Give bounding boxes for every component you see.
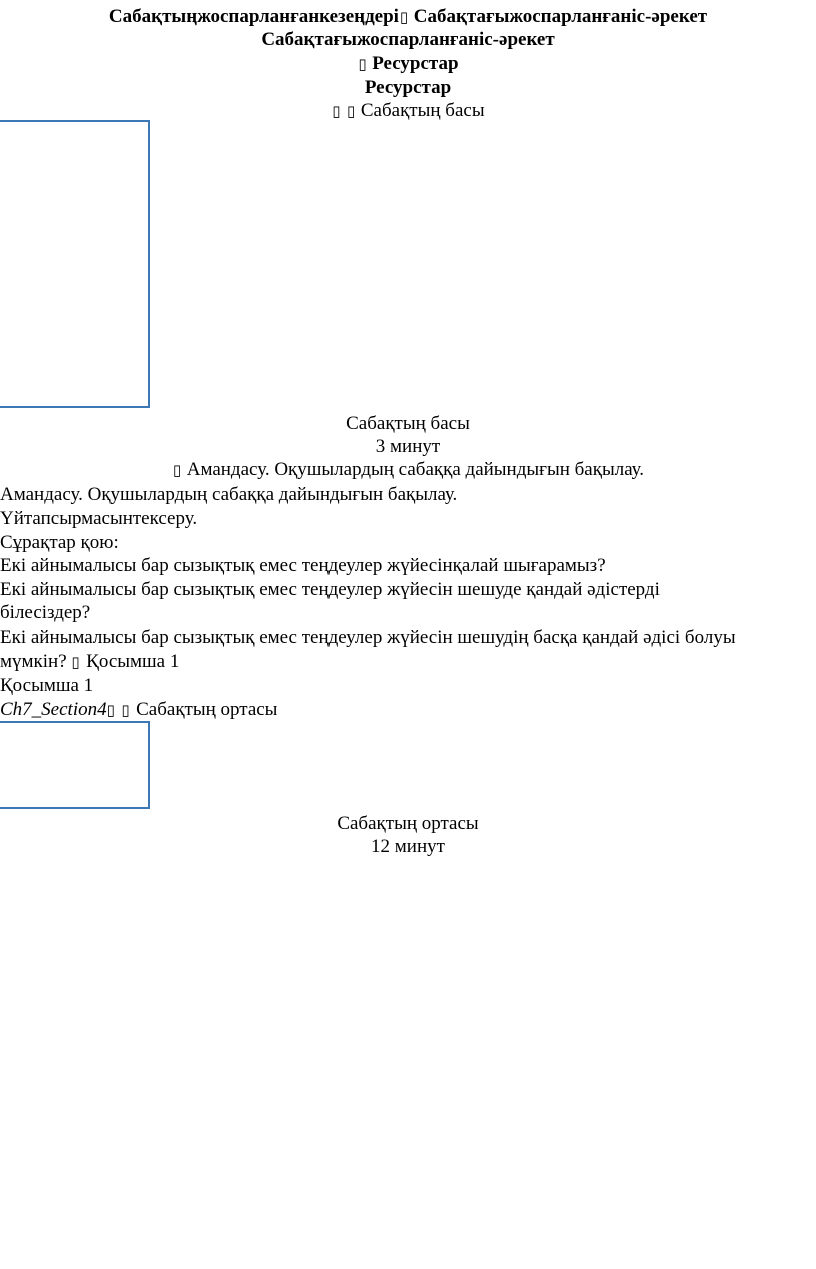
greet-text: Амандасу. Оқушылардың сабаққа дайындығын бақылау. xyxy=(186,459,645,480)
question-2-line-a: Екі айнымалысы бар сызықтық емес теңдеулер жүйесін шешуде қандай әдістерді xyxy=(0,579,660,600)
header-line-1 xyxy=(0,5,816,30)
lesson-middle-inline: Сабақтың ортасы xyxy=(136,699,278,720)
missing-glyph-icon: ▯ xyxy=(106,701,115,719)
missing-glyph-icon: ▯ xyxy=(172,461,182,479)
question-3-line-a: Екі айнымалысы бар сызықтық емес теңдеулер жүйесін шешудің басқа қандай әдісі болуы xyxy=(0,627,736,648)
header-line-3 xyxy=(0,52,816,77)
resources-label: Ресурстар xyxy=(372,53,459,74)
lesson-start-label: Сабақтың басы xyxy=(360,100,485,121)
question-2-line-b: білесіздер? xyxy=(0,602,91,623)
question-3-end: мүмкін? xyxy=(0,651,67,672)
header-line-4: Ресурстар xyxy=(364,77,452,98)
missing-glyph-icon: ▯ xyxy=(346,102,356,120)
appendix-inline: Қосымша 1 xyxy=(86,651,180,672)
stage2-duration: 12 минут xyxy=(371,836,445,857)
stage1-title: Сабақтың басы xyxy=(346,413,470,434)
questions-label: Сұрақтар қою: xyxy=(0,532,119,553)
homework-line: Үйтапсырмасынтексеру. xyxy=(0,508,198,529)
greet-line: Амандасу. Оқушылардың сабаққа дайындығын бақылау. xyxy=(0,484,458,505)
question-3-line-b xyxy=(0,650,179,675)
header-line-2: Сабақтағыжоспарланғаніс-әрекет xyxy=(261,29,555,50)
missing-glyph-icon: ▯ xyxy=(121,701,130,719)
question-1: Екі айнымалысы бар сызықтық емес теңдеулер жүйесінқалай шығарамыз? xyxy=(0,555,606,576)
greet-line-glyph xyxy=(0,458,816,483)
stage2-title: Сабақтың ортасы xyxy=(337,813,479,834)
missing-glyph-icon: ▯ xyxy=(358,55,367,73)
stage1-duration: 3 минут xyxy=(375,436,441,457)
section-ref: Ch7_Section4 xyxy=(0,699,107,720)
missing-glyph-icon: ▯ xyxy=(71,653,80,671)
appendix-line: Қосымша 1 xyxy=(0,675,94,696)
header-stages-label: Сабақтыңжоспарланғанкезеңдері xyxy=(108,6,399,27)
section-line xyxy=(0,698,277,723)
stage-box-middle xyxy=(0,721,150,809)
header-activity-label: Сабақтағыжоспарланғаніс-әрекет xyxy=(413,6,708,27)
stage-box-start xyxy=(0,120,150,408)
missing-glyph-icon: ▯ xyxy=(399,8,409,26)
missing-glyph-icon: ▯ xyxy=(332,102,341,120)
